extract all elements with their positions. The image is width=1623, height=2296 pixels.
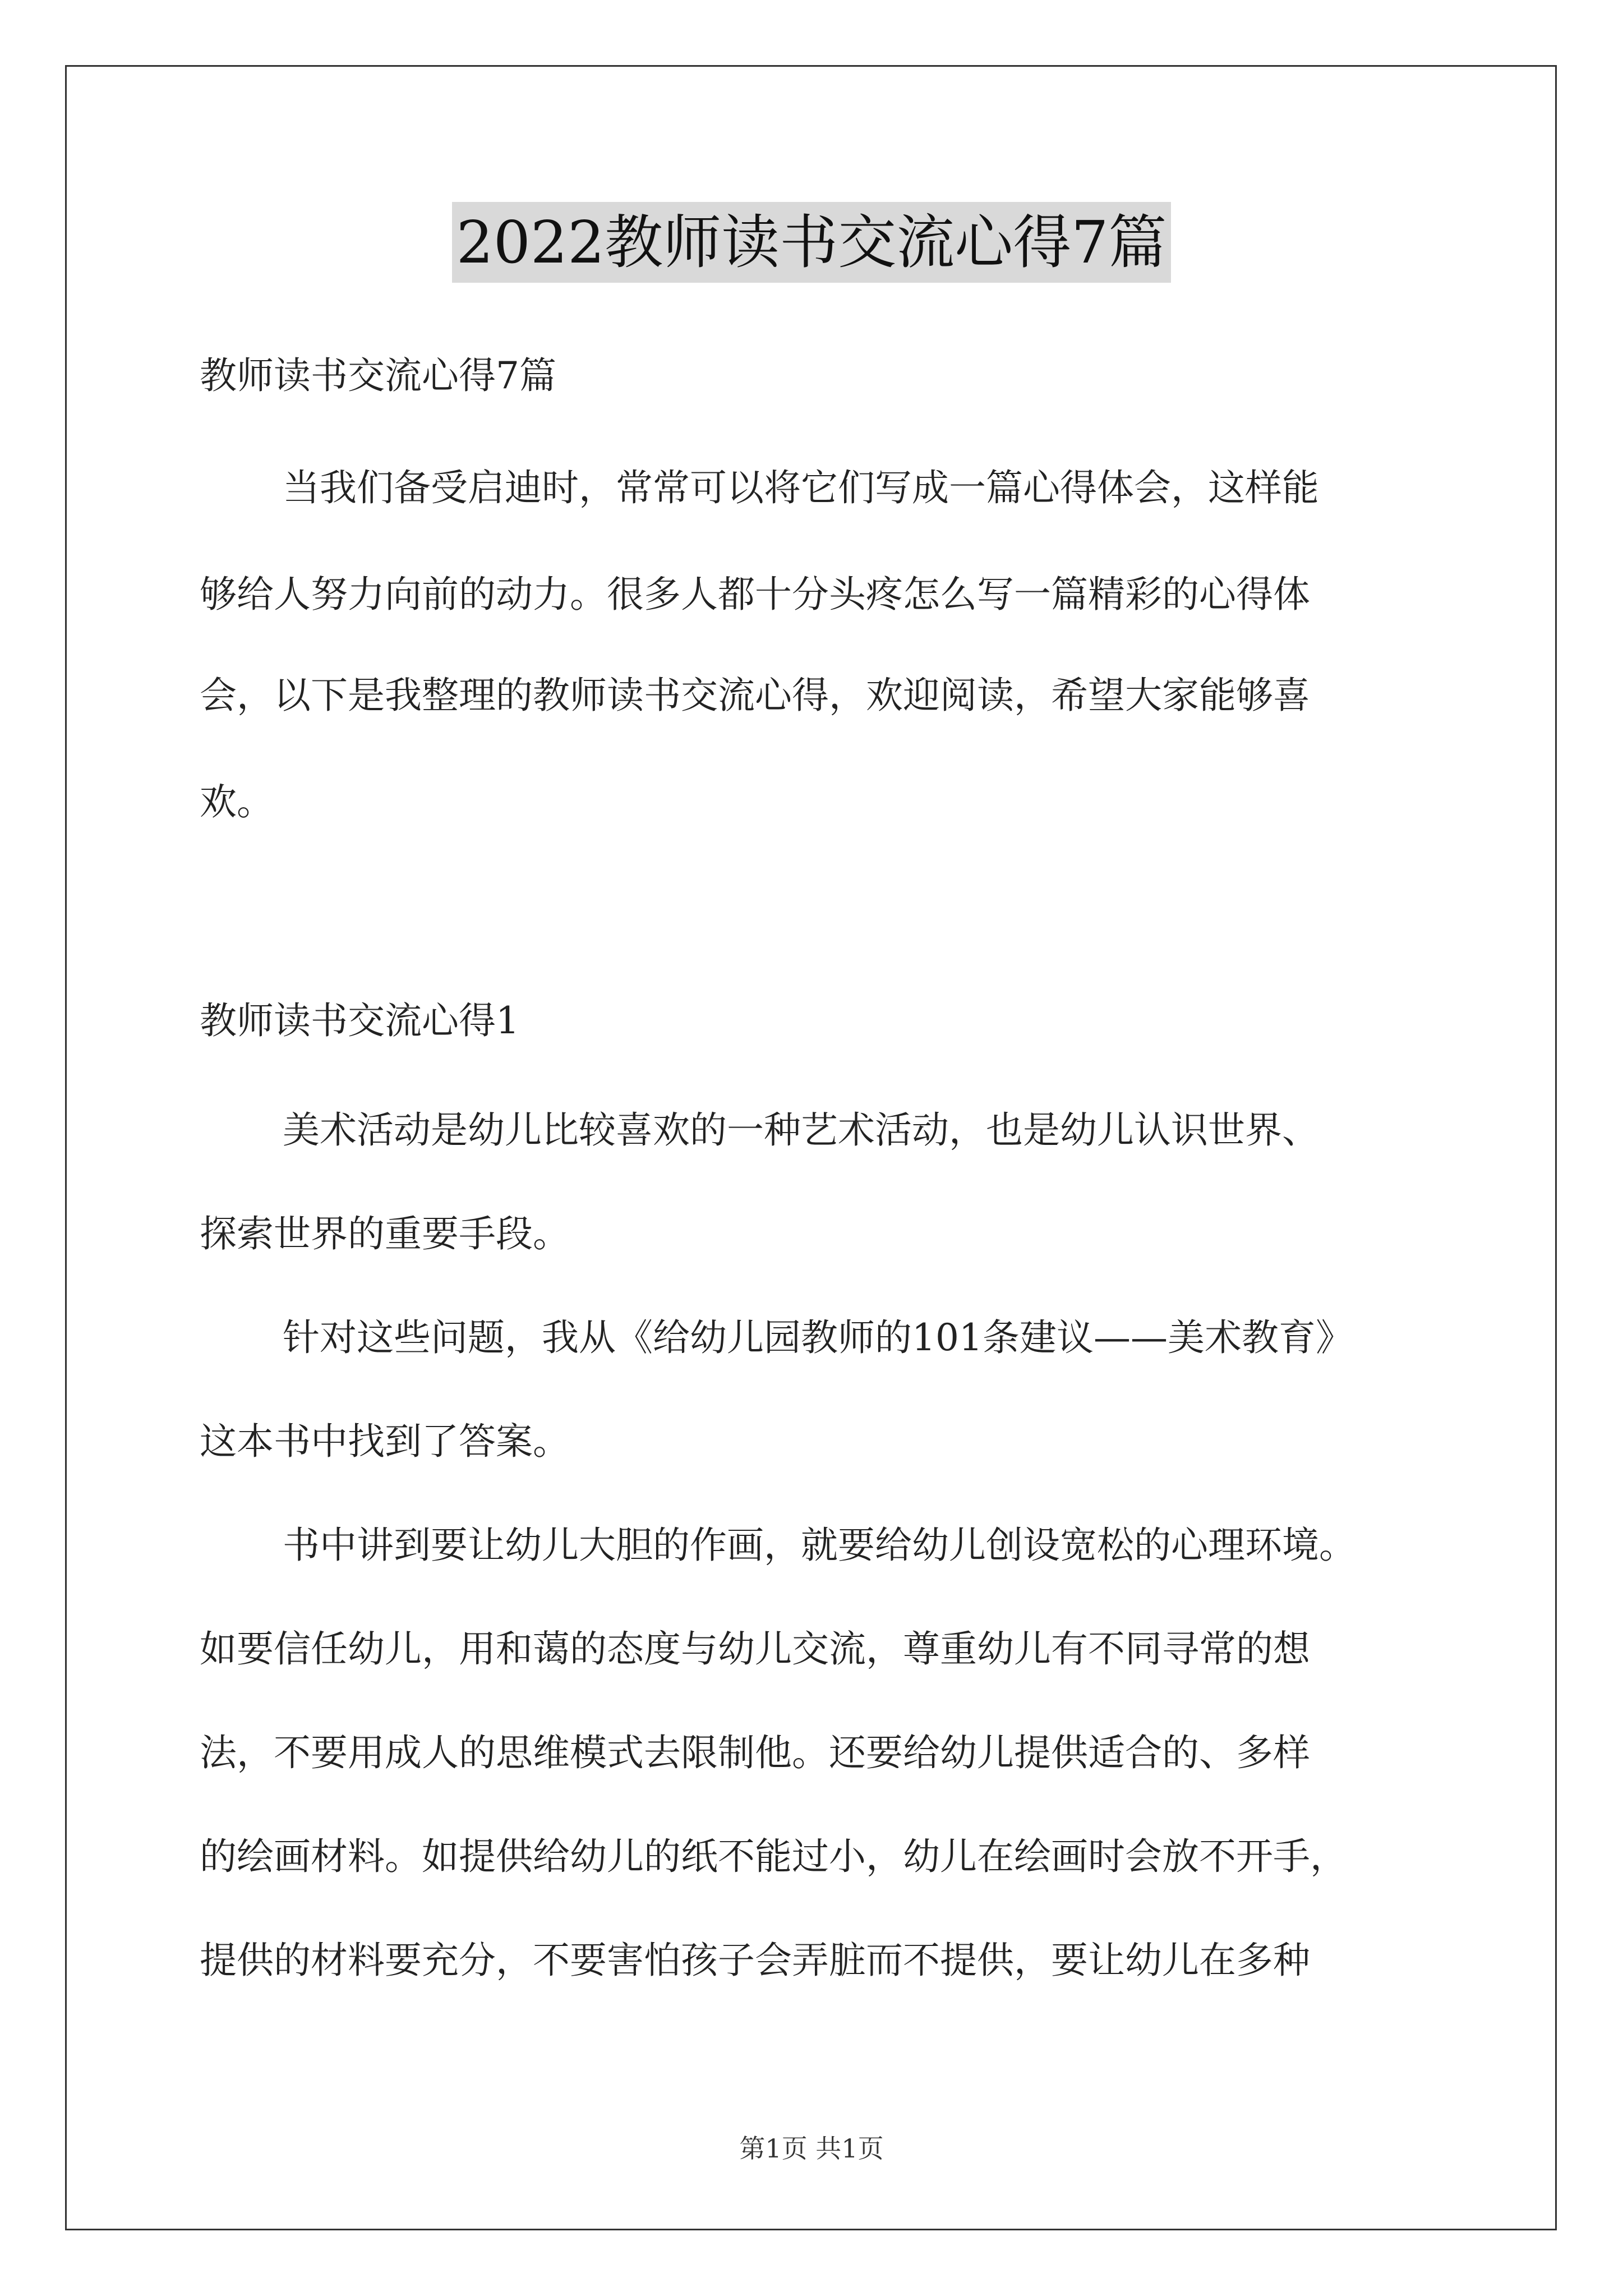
body-line: 探索世界的重要手段。	[200, 1212, 570, 1255]
body-line: 书中讲到要让幼儿大胆的作画，就要给幼儿创设宽松的心理环境。	[283, 1524, 1356, 1567]
intro-line: 会，以下是我整理的教师读书交流心得，欢迎阅读，希望大家能够喜	[200, 674, 1310, 717]
section-heading: 教师读书交流心得1	[200, 999, 519, 1042]
document-subtitle: 教师读书交流心得7篇	[200, 354, 556, 397]
intro-line: 当我们备受启迪时，常常可以将它们写成一篇心得体会，这样能	[283, 466, 1319, 509]
intro-line: 够给人努力向前的动力。很多人都十分头疼怎么写一篇精彩的心得体	[200, 573, 1310, 616]
page-footer: 第1页 共1页	[739, 2133, 884, 2164]
intro-line: 欢。	[200, 780, 274, 823]
body-line: 美术活动是幼儿比较喜欢的一种艺术活动，也是幼儿认识世界、	[283, 1108, 1319, 1152]
body-line: 提供的材料要充分，不要害怕孩子会弄脏而不提供，要让幼儿在多种	[200, 1939, 1310, 1982]
body-line: 针对这些问题，我从《给幼儿园教师的101条建议——美术教育》	[283, 1316, 1353, 1359]
document-title: 2022教师读书交流心得7篇	[452, 202, 1172, 283]
body-line: 这本书中找到了答案。	[200, 1420, 570, 1463]
body-line: 法，不要用成人的思维模式去限制他。还要给幼儿提供适合的、多样	[200, 1731, 1310, 1774]
body-line: 如要信任幼儿，用和蔼的态度与幼儿交流，尊重幼儿有不同寻常的想	[200, 1627, 1310, 1671]
body-line: 的绘画材料。如提供给幼儿的纸不能过小，幼儿在绘画时会放不开手，	[200, 1835, 1347, 1878]
